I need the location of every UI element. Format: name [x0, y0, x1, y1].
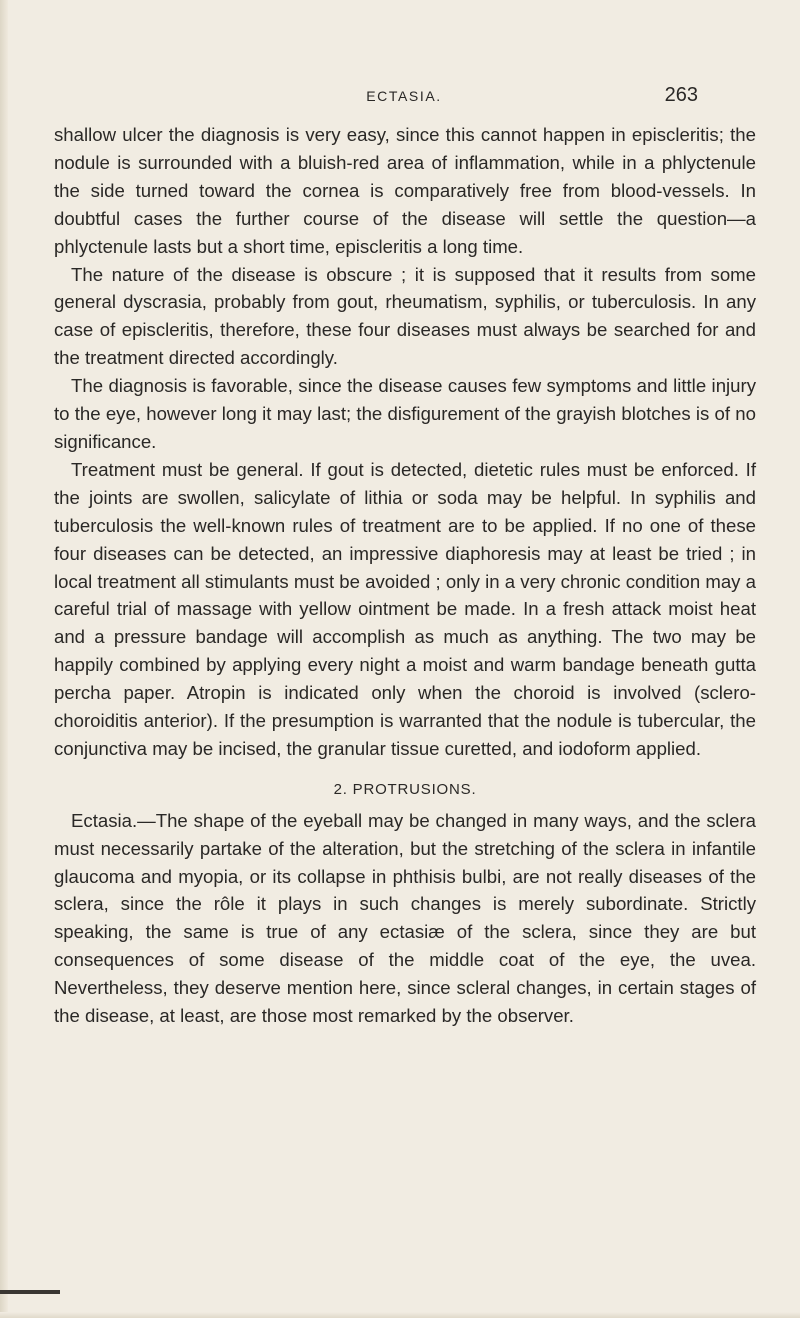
page-number: 263: [664, 84, 698, 106]
running-head: ECTASIA.: [366, 88, 442, 104]
scan-corner-mark: [0, 1290, 60, 1294]
paragraph-ectasia: [54, 807, 756, 1030]
page-bottom-edge: [0, 1312, 800, 1318]
paragraph-nature-of-disease: The nature of the disease is obscure ; it is supposed that it results from some general dyscrasia, probably from gout, rheumatism, syphilis, or tuberculosis. In any case of episcleritis, therefore, these four diseases must always be searched for and the treatment directed accordingly.: [54, 263, 756, 369]
paragraph-differential-diagnosis: shallow ulcer the diagnosis is very easy, since this cannot happen in episcleritis; the nodule is surrounded with a bluish-red area of inflammation, while in a phlyctenule the side turned toward the cornea is comparatively free from blood-vessels. In doubtful cases the further course of the disease will settle the question—a phlyctenule lasts but a short time, episcleritis a long time.: [54, 124, 756, 257]
page-body: [54, 121, 756, 1030]
ectasia-run-in-heading: Ectasia.: [71, 809, 138, 831]
treatment-text: must be general. If gout is detected, dietetic rules must be enforced. If the joints are swollen, salicylate of lithia or soda may be helpful. In syphilis and tuberculosis the well-known rules of treatment are to be applied. If no one of these four diseases can be detected, an impressive diaphoresis may at least be tried ; in local treatment all stimulants must be avoided ; only in a very chronic condition may a careful trial of massage with yellow ointment be made. In a fresh attack moist heat and a pressure bandage will accomplish as much as anything. The two may be happily combined by applying every night a moist and warm bandage beneath gutta percha paper. Atropin is indicated only when the choroid is involved (sclero-choroiditis anterior). If the presumption is warranted that the nodule is tubercular, the conjunctiva may be incised, the granular tissue curetted, and iodoform applied.: [54, 458, 756, 759]
page-left-edge: [0, 0, 8, 1318]
ectasia-text: —The shape of the eyeball may be changed in many ways, and the sclera must necessarily partake of the alteration, but the stretching of the sclera in infantile glaucoma and myopia, or its collapse in phthisis bulbi, are not really diseases of the sclera, since the rôle it plays in such changes is merely subordinate. Strictly speaking, the same is true of any ectasiæ of the sclera, since they are but consequences of some disease of the middle coat of the eye, the uvea. Nevertheless, they deserve mention here, since scleral changes, in certain stages of the disease, at least, are those most remarked by the observer.: [54, 809, 756, 1027]
paragraph-treatment: [54, 456, 756, 763]
paragraph-prognosis: The diagnosis is favorable, since the disease causes few symptoms and little injury to the eye, however long it may last; the disfigurement of the grayish blotches is of no significance.: [54, 375, 756, 452]
treatment-run-in-heading: Treatment: [71, 458, 156, 480]
section-title-protrusions: 2. PROTRUSIONS.: [333, 780, 477, 798]
page-header: [54, 84, 754, 114]
